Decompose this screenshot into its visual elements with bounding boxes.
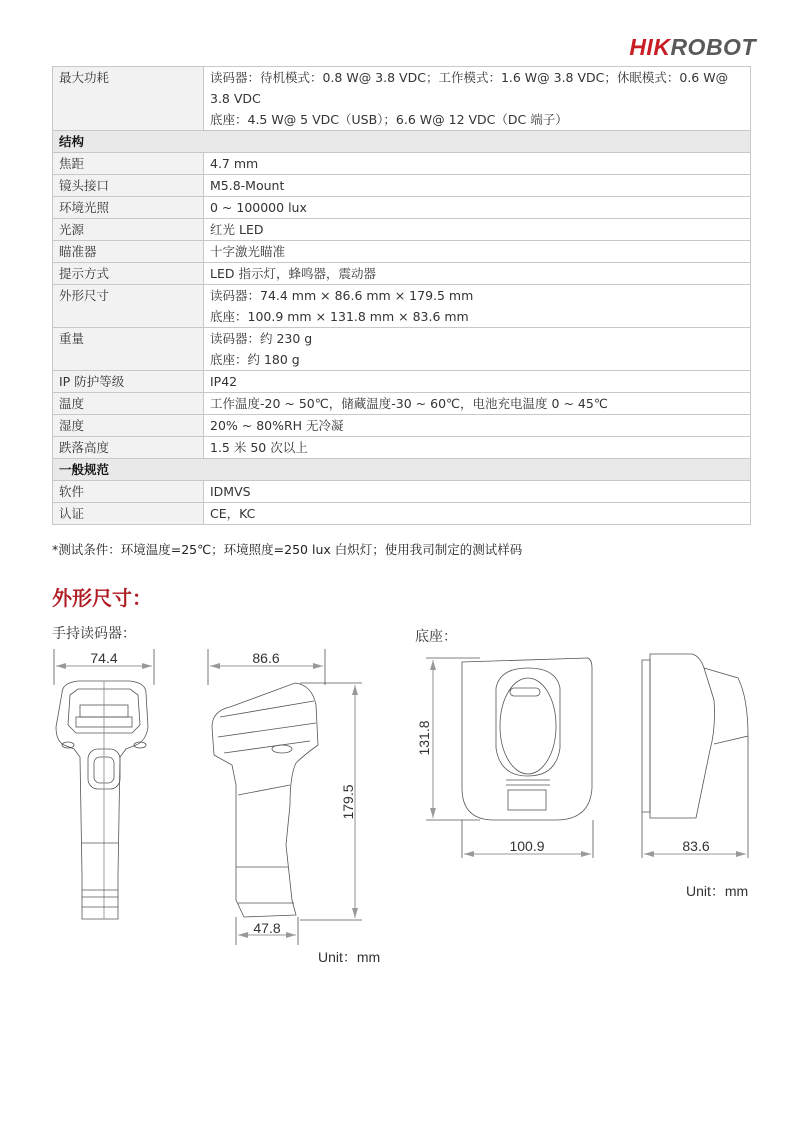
dim-reader-height: 179.5 — [340, 784, 356, 820]
spec-key: 环境光照 — [53, 197, 204, 219]
section-header: 结构 — [53, 131, 751, 153]
section-header: 一般规范 — [53, 459, 751, 481]
dim-reader-depth: 86.6 — [252, 650, 280, 666]
spec-value — [204, 219, 751, 241]
spec-key: 湿度 — [53, 415, 204, 437]
logo-robot: ROBOT — [670, 34, 756, 60]
reader-side-drawing — [200, 645, 380, 945]
spec-row — [53, 67, 751, 131]
spec-value — [204, 328, 751, 371]
section-header-row — [53, 131, 751, 153]
spec-value-line: 十字激光瞄准 — [210, 244, 286, 259]
spec-row — [53, 219, 751, 241]
spec-value-line: 底座：4.5 W@ 5 VDC（USB）；6.6 W@ 12 VDC（DC 端子） — [210, 112, 568, 127]
spec-value — [204, 415, 751, 437]
spec-value — [204, 285, 751, 328]
spec-value — [204, 437, 751, 459]
spec-value-line: 读码器：约 230 g — [210, 331, 313, 346]
spec-value — [204, 197, 751, 219]
spec-key: 重量 — [53, 328, 204, 371]
spec-key: 焦距 — [53, 153, 204, 175]
dim-base-depth: 83.6 — [682, 838, 710, 854]
base-side-drawing — [630, 648, 760, 868]
spec-row — [53, 393, 751, 415]
spec-value-line: 3.8 VDC — [210, 91, 261, 106]
spec-key: 外形尺寸 — [53, 285, 204, 328]
spec-row — [53, 197, 751, 219]
spec-value-line: 读码器：74.4 mm × 86.6 mm × 179.5 mm — [210, 288, 474, 303]
spec-value-line: LED 指示灯，蜂鸣器，震动器 — [210, 266, 376, 281]
spec-key: 提示方式 — [53, 263, 204, 285]
base-label: 底座： — [415, 629, 457, 645]
spec-value — [204, 371, 751, 393]
spec-key: 镜头接口 — [53, 175, 204, 197]
reader-unit-label: Unit：mm — [318, 949, 381, 965]
spec-value-line: 4.7 mm — [210, 156, 259, 171]
spec-value — [204, 175, 751, 197]
spec-key: 跌落高度 — [53, 437, 204, 459]
spec-key: 瞄准器 — [53, 241, 204, 263]
spec-row — [53, 285, 751, 328]
spec-value-line: M5.8-Mount — [210, 178, 285, 193]
spec-key: IP 防护等级 — [53, 371, 204, 393]
test-conditions-footnote: *测试条件：环境温度=25℃；环境照度=250 lux 白炽灯；使用我司制定的测试样码 — [52, 542, 523, 557]
spec-value — [204, 393, 751, 415]
spec-value-line: 1.5 米 50 次以上 — [210, 440, 308, 455]
spec-table — [52, 66, 751, 525]
spec-value-line: 20% ~ 80%RH 无冷凝 — [210, 418, 344, 433]
reader-front-drawing — [48, 645, 168, 925]
spec-key: 光源 — [53, 219, 204, 241]
spec-row — [53, 481, 751, 503]
hikrobot-logo — [629, 34, 756, 61]
spec-key: 温度 — [53, 393, 204, 415]
spec-value-line: 红光 LED — [210, 222, 264, 237]
logo-hik: HIK — [629, 34, 671, 60]
spec-value — [204, 241, 751, 263]
spec-key: 认证 — [53, 503, 204, 525]
spec-value-line: CE，KC — [210, 506, 256, 521]
spec-value-line: IDMVS — [210, 484, 251, 499]
spec-value-line: 工作温度-20 ~ 50℃，储藏温度-30 ~ 60℃，电池充电温度 0 ~ 45℃ — [210, 396, 608, 411]
spec-value-line: 0 ~ 100000 lux — [210, 200, 307, 215]
dim-base-width: 100.9 — [509, 838, 545, 854]
spec-value — [204, 481, 751, 503]
spec-row — [53, 263, 751, 285]
spec-key: 最大功耗 — [53, 67, 204, 131]
base-unit-label: Unit：mm — [686, 883, 749, 899]
spec-value-line: 底座：约 180 g — [210, 352, 300, 367]
spec-row — [53, 328, 751, 371]
spec-value — [204, 153, 751, 175]
spec-row — [53, 241, 751, 263]
spec-value — [204, 503, 751, 525]
spec-row — [53, 503, 751, 525]
spec-value-line: 底座：100.9 mm × 131.8 mm × 83.6 mm — [210, 309, 469, 324]
spec-key: 软件 — [53, 481, 204, 503]
section-header-row — [53, 459, 751, 481]
spec-row — [53, 175, 751, 197]
spec-row — [53, 437, 751, 459]
dim-reader-base: 47.8 — [253, 920, 281, 936]
spec-row — [53, 415, 751, 437]
reader-label: 手持读码器： — [52, 626, 136, 642]
spec-row — [53, 371, 751, 393]
spec-value — [204, 263, 751, 285]
dim-reader-width: 74.4 — [90, 650, 118, 666]
spec-value-line: 读码器：待机模式：0.8 W@ 3.8 VDC；工作模式：1.6 W@ 3.8 VDC；休眠模式：0.6 W@ — [210, 70, 729, 85]
dimensions-title: 外形尺寸： — [52, 586, 152, 610]
spec-value-line: IP42 — [210, 374, 238, 389]
dim-base-height: 131.8 — [416, 720, 432, 756]
base-front-drawing — [410, 648, 600, 868]
spec-row — [53, 153, 751, 175]
spec-value — [204, 67, 751, 131]
